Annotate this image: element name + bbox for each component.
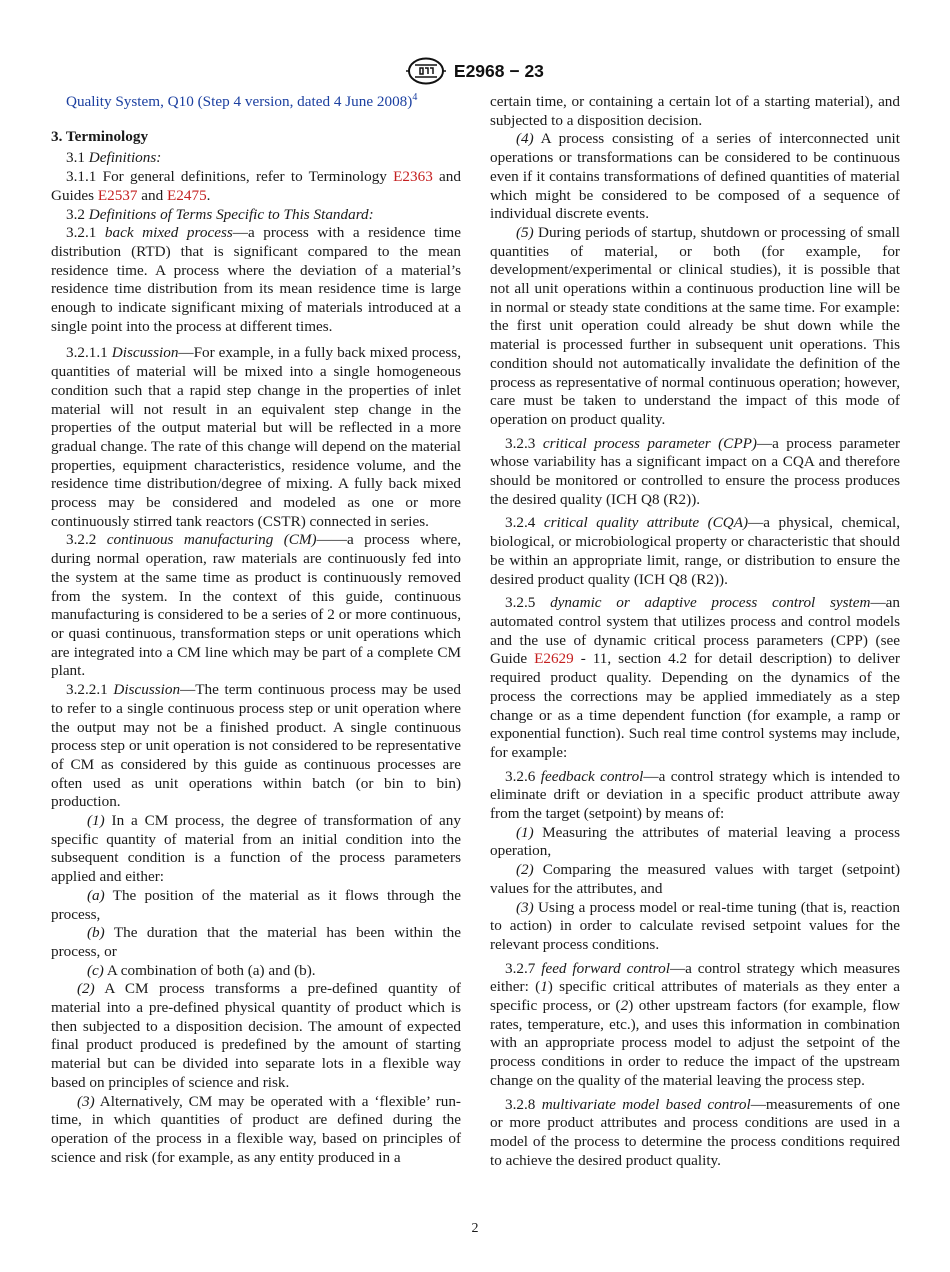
- list-item-2: (2) A CM process transforms a pre-defined quantity of material into a pre-defined physical quantity of product which is then subjected to a disposition decision. The amount of expected final product produced is predefined by the amount of starting material but can be divided into separate lots in a flexible way based on principles of science and risk.: [51, 980, 461, 1091]
- continued-text: certain time, or containing a certain lot of a starting material), and subjected to a disposition decision.: [490, 93, 900, 129]
- astm-logo-icon: [406, 56, 446, 86]
- left-column: [51, 93, 461, 1167]
- definition-3-2-5: 3.2.5 dynamic or adaptive process control system—an automated control system that utilizes process and control models and the use of dynamic critical process parameters (CPP) (see Guide E2629 - 11, section 4.2 for detail description) to deliver required product quality. Depending on the dynamics of the process the corrections may be applied immediately as a step change or as a time dependent function (for example, a ramp or exponential function). Such real time control systems may include, for example:: [490, 594, 900, 761]
- discussion-3-2-1-1: 3.2.1.1 Discussion—For example, in a fully back mixed process, quantities of material will be mixed into a single homogeneous condition such that a rapid step change in the properties of inlet material will not result in an equivalent step change in the properties of the output material but will be reflected in a more gradual change. The rate of this change will depend on the material properties, equipment characteristics, residence volume, and the residence time distribution/degree of mixing. A fully back mixed process may be considered and modeled as one or more continuously stirred tank reactors (CSTR) connected in series.: [51, 344, 461, 530]
- reference-link[interactable]: Quality System, Q10 (Step 4 version, dated 4 June 2008): [66, 93, 413, 110]
- discussion-3-2-2-1: 3.2.2.1 Discussion—The term continuous process may be used to refer to a single continuous process step or unit operation where the output may not be a finished product. A single continuous process step or unit operation is not considered to be representative of CM as considered by this guide as continuous processes are often used as unit operations within batch (or bin to bin) production.: [51, 681, 462, 811]
- sub-item-b: (b) The duration that the material has been within the process, or: [51, 924, 461, 960]
- link-e2629[interactable]: E2629: [534, 650, 574, 668]
- definition-3-2-7: 3.2.7 feed forward control—a control strategy which measures either: (1) specific critical attributes of materials as they enter a specific process, or (2) other upstream factors (for example, flow rates, temperature, etc.), and uses this information in combination with an appropriate process model to adjust the setpoint of the process conditions in order to reduce the impact of the upstream change on the quality of the material leaving the process step.: [490, 959, 900, 1089]
- page-header: [0, 56, 950, 86]
- link-e2537[interactable]: E2537: [97, 186, 138, 204]
- sub-item-a: (a) The position of the material as it flows through the process,: [51, 886, 461, 923]
- sub-item-c: (c) A combination of both (a) and (b).: [87, 961, 316, 979]
- link-e2475[interactable]: E2475: [167, 186, 207, 204]
- definition-3-1-1: 3.1.1 For general definitions, refer to Terminology E2363 and Guides E2537 and E2475.: [51, 168, 461, 204]
- definition-3-2-3: 3.2.3 critical process parameter (CPP)—a process parameter whose variability has a significant impact on a CQA and therefore should be monitored or controlled to ensure the process produces the desired quality (ICH Q8 (R2)).: [490, 434, 901, 508]
- list-item-5: (5) During periods of startup, shutdown or processing of small quantities of material, or both (for example, for development/experimental or clinical studies), it is possible that not all unit operations within a continuous production line will be in normal or steady state conditions at the same time. For example: the first unit operation could already be shut down while the material is processed further in subsequent unit operations. This condition should not automatically invalidate the definition of the process as representative of normal continuous operation; however, care must be taken to understand the impact of this mode of operation on product quality.: [490, 223, 900, 428]
- definition-3-2-6: 3.2.6 feedback control—a control strategy which is intended to eliminate drift or deviation in a specific product attribute away from the target (setpoint) by means of:: [490, 767, 901, 823]
- definition-3-1: 3.1 Definitions:: [66, 149, 162, 167]
- definition-3-2-4: 3.2.4 critical quality attribute (CQA)—a physical, chemical, biological, or microbiological property or characteristic that should be within an appropriate limit, range, or distribution to ensure the desired product quality (ICH Q8 (R2)).: [490, 514, 900, 588]
- right-column: [490, 93, 900, 1170]
- link-e2363[interactable]: E2363: [393, 168, 433, 186]
- definition-3-2: 3.2 Definitions of Terms Specific to This Standard:: [66, 205, 374, 223]
- footnote-marker: 4: [412, 91, 418, 103]
- list-item-4: (4) A process consisting of a series of interconnected unit operations or transformations can be considered to be continuous even if it contains transformations of defined quantities of material which might be considered to be composed of a sequence of individual discrete events.: [490, 130, 900, 223]
- list-item-3: (3) Alternatively, CM may be operated with a ‘flexible’ run-time, in which quantities of product are defined during the operation of the process in a flexible way, based on principles of science and risk (for example, as any entity produced in a: [51, 1092, 461, 1166]
- definition-3-2-8: 3.2.8 multivariate model based control—measurements of one or more product attributes and process conditions are used in a model of the process to determine the process conditions required to achieve the desired product quality.: [490, 1095, 900, 1169]
- page-number: 2: [471, 1221, 479, 1236]
- reference-line: [51, 93, 461, 112]
- definition-3-2-1: 3.2.1 back mixed process—a process with a residence time distribution (RTD) that is significant compared to the mean residence time. A process where the deviation of a material’s residence time distribution from its mean residence time is large enough to indicate significant mixing of materials introduced at a single point into the process at different times.: [51, 224, 461, 335]
- standard-number: E2968 − 23: [453, 60, 544, 81]
- feedback-item-1: (1) Measuring the attributes of material leaving a process operation,: [490, 823, 900, 860]
- feedback-item-3: (3) Using a process model or real-time tuning (that is, reaction to action) in order to calculate revised setpoint values for the relevant process conditions.: [490, 898, 900, 953]
- list-item-1: (1) In a CM process, the degree of transformation of any specific quantity of material from an initial condition into the subsequent condition is a function of the process parameters applied and either:: [51, 812, 461, 886]
- definition-3-2-2: 3.2.2 continuous manufacturing (CM)——a process where, during normal operation, raw materials are continuously fed into the system at the same time as product is continuously removed from the system. In the context of this guide, continuous manufacturing is considered to be a series of 2 or more continuous, or quasi continuous, transformation steps or unit operations which are integrated into a CM line which may be part of a complete CM plant.: [51, 531, 462, 680]
- section-heading: 3. Terminology: [51, 127, 149, 145]
- feedback-item-2: (2) Comparing the measured values with target (setpoint) values for the attributes, and: [490, 861, 900, 897]
